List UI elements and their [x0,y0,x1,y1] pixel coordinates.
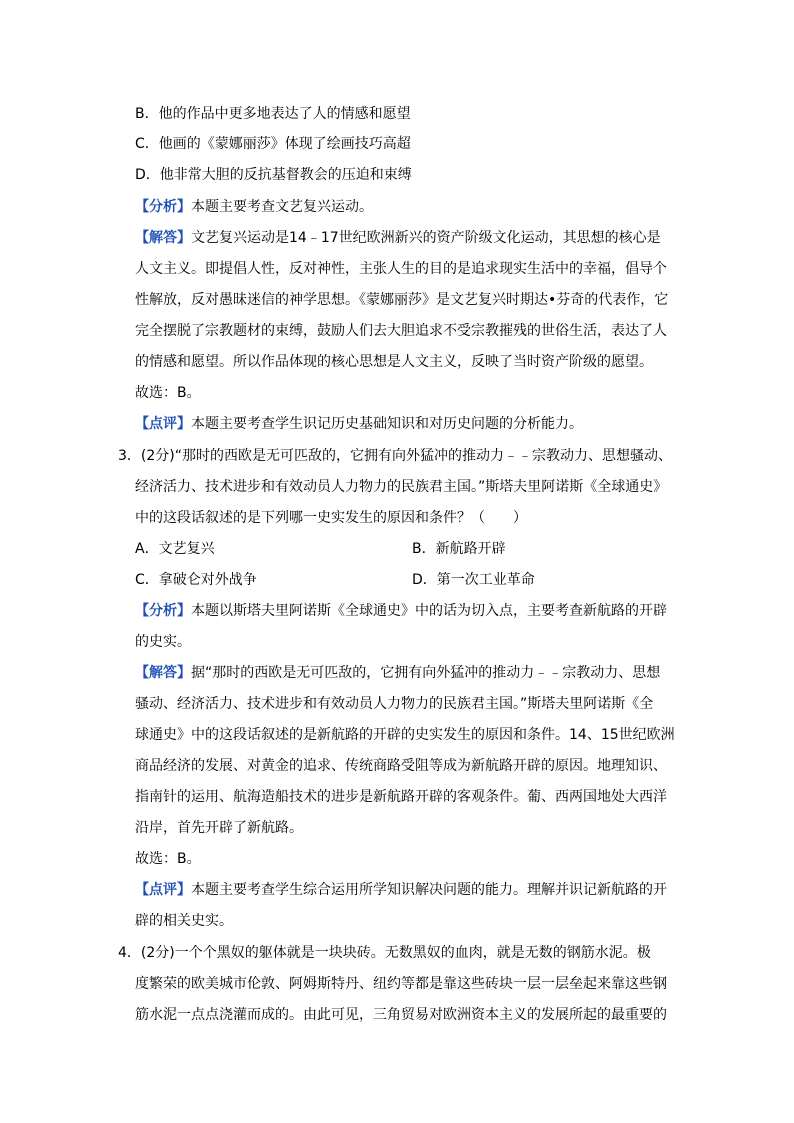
q4-stem-line-3: 筋水泥一点点浇灌而成的。由此可见，三角贸易对欧洲资本主义的发展所起的最重要的 [135,1007,667,1023]
q2-option-c: C．他画的《蒙娜丽莎》体现了绘画技巧高超 [135,136,411,152]
q3-comment-line-2: 辟的相关史实。 [135,913,233,929]
q2-solution-line-3: 性解放，反对愚昧迷信的神学思想。《蒙娜丽莎》是文艺复兴时期达•芬奇的代表作，它 [135,292,669,308]
q2-solution-line-4: 完全摆脱了宗教题材的束缚，鼓励人们去大胆追求不受宗教摧残的世俗生活，表达了人 [135,323,667,339]
q2-answer: 故选：B。 [135,385,201,401]
q2-option-d: D．他非常大胆的反抗基督教会的压迫和束缚 [135,167,412,183]
q3-solution-line-1 [135,663,660,683]
q3-option-a: A．文艺复兴 [135,541,215,557]
q3-stem-line-3: 中的这段话叙述的是下列哪一史实发生的原因和条件？（ ） [135,510,527,526]
analysis-text: 本题主要考查文艺复兴运动。 [191,199,373,215]
comment-tag: 【点评】 [135,416,191,432]
q3-option-d: D．第一次工业革命 [412,572,535,588]
q3-analysis-line-2: 的史实。 [135,634,191,650]
q2-solution-line-5: 的情感和愿望。所以作品体现的核心思想是人文主义，反映了当时资产阶级的愿望。 [135,354,653,370]
comment-text: 本题主要考查学生综合运用所学知识解决问题的能力。理解并识记新航路的开 [191,882,667,898]
q2-analysis [135,197,373,217]
comment-text: 本题主要考查学生识记历史基础知识和对历史问题的分析能力。 [191,416,583,432]
q3-stem-line-1: 3．(2分)“那时的西欧是无可匹敌的，它拥有向外猛冲的推动力﹣﹣宗教动力、思想骚动、 [118,448,672,464]
q3-stem-line-2: 经济活力、技术进步和有效动员人力物力的民族君主国。”斯塔夫里阿诺斯《全球通史》 [135,479,668,495]
solution-tag: 【解答】 [135,230,191,246]
q2-solution-line-2: 人文主义。即提倡人性，反对神性，主张人生的目的是追求现实生活中的幸福，倡导个 [135,261,667,277]
q3-analysis-line-1 [135,601,667,621]
q4-stem-line-1: 4．(2分)一个个黑奴的躯体就是一块块砖。无数黑奴的血肉，就是无数的钢筋水泥。极 [118,945,651,961]
q3-solution-line-3: 球通史》中的这段话叙述的是新航路的开辟的史实发生的原因和条件。14、15世纪欧洲 [135,727,675,743]
q4-stem-line-2: 度繁荣的欧美城市伦敦、阿姆斯特丹、纽约等都是靠这些砖块一层一层垒起来靠这些钢 [135,976,667,992]
comment-tag: 【点评】 [135,882,191,898]
q2-option-b: B．他的作品中更多地表达了人的情感和愿望 [135,106,411,122]
q3-comment-line-1 [135,880,667,900]
analysis-tag: 【分析】 [135,603,191,619]
solution-text: 文艺复兴运动是14﹣17世纪欧洲新兴的资产阶级文化运动，其思想的核心是 [191,230,661,246]
q3-solution-line-5: 指南针的运用、航海造船技术的进步是新航路开辟的客观条件。葡、西两国地处大西洋 [135,789,667,805]
analysis-text: 本题以斯塔夫里阿诺斯《全球通史》中的话为切入点，主要考查新航路的开辟 [191,603,667,619]
q3-solution-line-2: 骚动、经济活力、技术进步和有效动员人力物力的民族君主国。”斯塔夫里阿诺斯《全 [135,696,654,712]
q2-solution-line-1 [135,228,661,248]
analysis-tag: 【分析】 [135,199,191,215]
q3-solution-line-4: 商品经济的发展、对黄金的追求、传统商路受阻等成为新航路开辟的原因。地理知识、 [135,758,667,774]
q3-answer: 故选：B。 [135,851,201,867]
q3-solution-line-6: 沿岸，首先开辟了新航路。 [135,820,303,836]
solution-text: 据“那时的西欧是无可匹敌的，它拥有向外猛冲的推动力﹣﹣宗教动力、思想 [191,665,661,681]
q3-option-b: B．新航路开辟 [412,541,506,557]
q2-comment [135,414,583,434]
q3-option-c: C．拿破仑对外战争 [135,572,257,588]
solution-tag: 【解答】 [135,665,191,681]
